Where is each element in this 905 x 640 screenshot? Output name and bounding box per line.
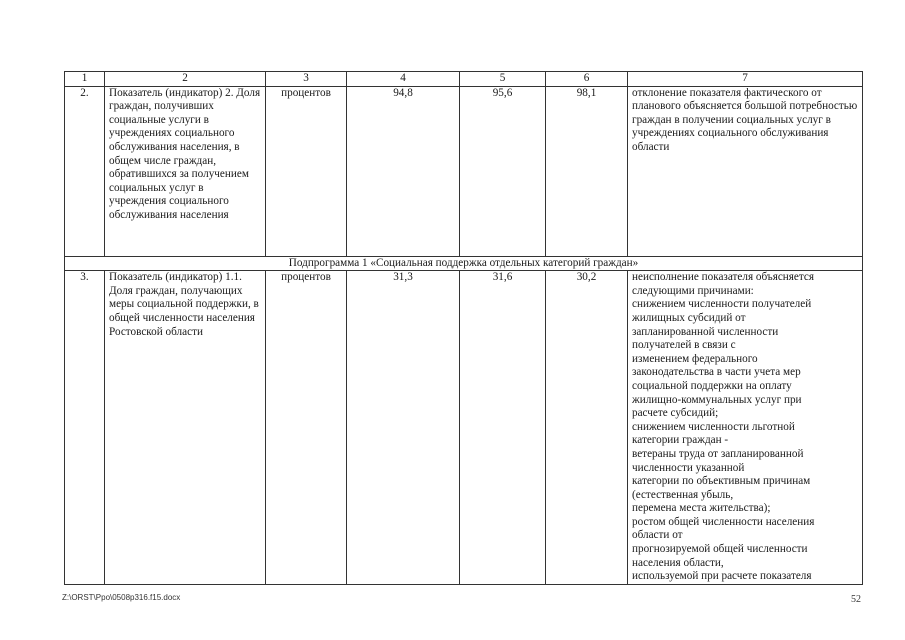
comment-line: жилищно-коммунальных услуг при bbox=[632, 393, 802, 406]
unit-cell: процентов bbox=[266, 86, 347, 256]
comment-line: изменением федерального bbox=[632, 352, 758, 365]
comment-line: прогнозируемой общей численности bbox=[632, 543, 808, 556]
report-table bbox=[64, 71, 863, 585]
comment-line: снижением численности льготной bbox=[632, 420, 795, 433]
comment-line: жилищных субсидий от bbox=[632, 311, 746, 324]
col-header-3: 3 bbox=[266, 72, 347, 87]
unit-cell: процентов bbox=[266, 271, 347, 585]
col-header-2: 2 bbox=[105, 72, 266, 87]
table-row bbox=[65, 86, 863, 256]
comment-line: запланированной численности bbox=[632, 325, 779, 338]
comment-line: ветераны труда от запланированной bbox=[632, 447, 804, 460]
value-col5: 95,6 bbox=[460, 86, 546, 256]
comment-line: населения области, bbox=[632, 556, 724, 569]
col-header-6: 6 bbox=[546, 72, 628, 87]
value-col4: 31,3 bbox=[347, 271, 460, 585]
comment-line: используемой при расчете показателя bbox=[632, 570, 812, 583]
comment-line: законодательства в части учета мер bbox=[632, 366, 801, 379]
col-header-4: 4 bbox=[347, 72, 460, 87]
col-header-1: 1 bbox=[65, 72, 105, 87]
value-col4: 94,8 bbox=[347, 86, 460, 256]
comment-line: получателей в связи с bbox=[632, 339, 736, 352]
row-number: 3. bbox=[65, 271, 105, 585]
comment-line: категории по объективным причинам bbox=[632, 475, 811, 488]
comment-line: перемена места жительства); bbox=[632, 502, 771, 515]
comment-line: социальной поддержки на оплату bbox=[632, 379, 792, 392]
subprogram-row bbox=[65, 256, 863, 271]
value-col6: 30,2 bbox=[546, 271, 628, 585]
comment-line: расчете субсидий; bbox=[632, 407, 719, 420]
indicator-name: Показатель (индикатор) 2. Доля граждан, получивших социальные услуги в учреждениях социального обслуживания населения, в общем числе граждан, обратившихся за получением социальных услуг в учреждения социального обслуживания населения bbox=[105, 86, 266, 256]
value-col5: 31,6 bbox=[460, 271, 546, 585]
row-number: 2. bbox=[65, 86, 105, 256]
column-number-row bbox=[65, 72, 863, 87]
comment-line: категории граждан - bbox=[632, 434, 729, 447]
comment-line: следующими причинами: bbox=[632, 284, 754, 297]
value-col6: 98,1 bbox=[546, 86, 628, 256]
deviation-comment bbox=[628, 271, 863, 585]
col-header-7: 7 bbox=[628, 72, 863, 87]
indicator-name: Показатель (индикатор) 1.1. Доля граждан, получающих меры социальной поддержки, в общей численности населения Ростовской области bbox=[105, 271, 266, 585]
comment-line: численности указанной bbox=[632, 461, 745, 474]
comment-line: снижением численности получателей bbox=[632, 298, 812, 311]
comment-line: (естественная убыль, bbox=[632, 488, 734, 501]
comment-line: неисполнение показателя объясняется bbox=[632, 271, 815, 284]
comment-line: области от bbox=[632, 529, 683, 542]
deviation-comment: отклонение показателя фактического от планового объясняется большой потребностью граждан в получении социальных услуг в учреждениях социального обслуживания области bbox=[628, 86, 863, 256]
file-path: Z:\ORST\Ppo\0508p316.f15.docx bbox=[62, 593, 181, 602]
table-row bbox=[65, 271, 863, 585]
subprogram-title: Подпрограмма 1 «Социальная поддержка отдельных категорий граждан» bbox=[65, 256, 863, 271]
col-header-5: 5 bbox=[460, 72, 546, 87]
page-number: 52 bbox=[851, 594, 861, 605]
comment-line: ростом общей численности населения bbox=[632, 515, 815, 528]
